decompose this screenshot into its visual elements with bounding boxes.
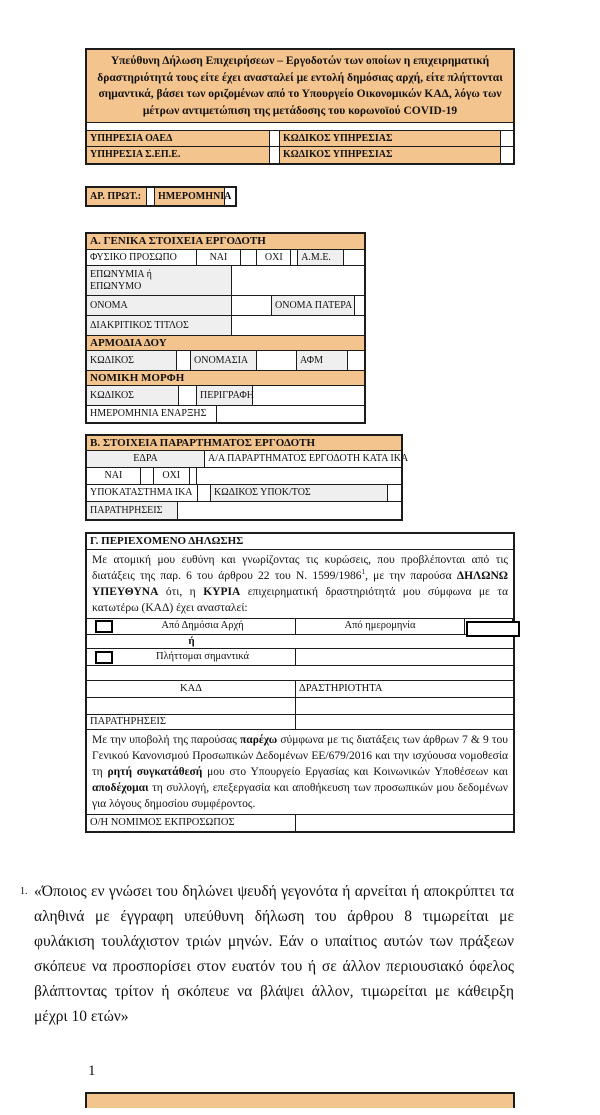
text-run-bold: ΔΗΛΩΝΩ ΥΠΕΥΘΥΝΑ [92,570,508,598]
physical-person-label: ΦΥΣΙΚΟ ΠΡΟΣΩΠΟ [87,250,197,266]
form-row [87,666,513,681]
service-code-label: ΚΩΔΙΚΟΣ ΥΠΗΡΕΣΙΑΣ [280,131,501,147]
afm-label: ΑΦΜ [297,351,348,371]
section-a-title: Α. ΓΕΝΙΚΑ ΣΤΟΙΧΕΙΑ ΕΡΓΟΔΟΤΗ [87,234,364,250]
ame-field[interactable] [344,250,364,266]
physical-person-yes-field[interactable] [241,250,257,266]
text-run: σύμφωνα με τις διατάξεις των άρθρων 7 & 9 του Γενικού Κανονισμού Προσωπικών Δεδομένων ΕΕ/679/2016 και την ισχύουσα νομοθεσία τη [92,734,508,778]
service-oaed-field[interactable] [270,131,280,147]
checkbox-public-authority[interactable] [95,620,113,633]
legal-representative-label: Ο/Η ΝΟΜΙΜΟΣ ΕΚΠΡΟΣΩΠΟΣ [87,815,296,831]
service-code-field[interactable] [501,147,513,163]
form-row [87,50,513,123]
checkbox-significantly-affected[interactable] [95,651,113,664]
form-row [87,250,364,266]
option-affected-label: Πλήττομαι σημαντικά [155,650,250,662]
headquarters-no-field[interactable] [190,468,197,485]
afm-field[interactable] [348,351,364,371]
remarks-c-field[interactable] [296,715,513,730]
first-name-label: ΟΝΟΜΑ [87,296,232,316]
protocol-date-field[interactable] [225,188,235,205]
declaration-paragraph-1 [87,550,513,619]
form-row [87,406,364,422]
branch-code-label: ΚΩΔΙΚΟΣ ΥΠΟΚ/ΤΟΣ [211,485,388,502]
form-row [87,715,513,730]
form-row [87,336,364,351]
branch-serial-field[interactable] [197,468,401,485]
footnote-ref: 1 [361,568,366,577]
tax-office-name-label: ΟΝΟΜΑΣΙΑ [191,351,257,371]
form-row [87,619,513,635]
footnote-marker: 1. [20,886,28,897]
remarks-c-label: ΠΑΡΑΤΗΡΗΣΕΙΣ [87,715,296,730]
form-row [87,436,401,451]
text-run-bold: ΚΥΡΙΑ [203,586,241,598]
headquarters-yes-label: ΝΑΙ [87,468,141,485]
text-run: Με ατομική μου ευθύνη και γνωρίζοντας τις κυρώσεις, που προβλέπονται από τις διατάξεις της παρ. 6 του άρθρου 22 του Ν. 1599/1986 [92,554,508,582]
company-name-label-text: ΕΠΩΝΥΜΙΑ ή ΕΠΩΝΥΜΟ [90,269,152,292]
remarks-b-label: ΠΑΡΑΤΗΡΗΣΕΙΣ [87,502,178,519]
legal-form-code-field[interactable] [179,386,197,406]
text-run: Με την υποβολή της παρούσας [92,734,240,746]
spacer-row [87,123,513,131]
branch-serial-label: Α/Α ΠΑΡΑΡΤΗΜΑΤΟΣ ΕΡΓΟΔΟΤΗ ΚΑΤΑ ΙΚΑ [205,451,401,468]
remarks-b-field[interactable] [178,502,401,519]
text-run-bold: ρητή συγκατάθεσή [107,766,203,778]
form-row [87,188,235,205]
legal-form-desc-label: ΠΕΡΙΓΡΑΦΗ [197,386,253,406]
protocol-number-field[interactable] [147,188,155,205]
declaration-paragraph-2 [87,730,513,815]
section-b-table [85,434,409,521]
empty-row [87,666,513,681]
form-row [87,296,364,316]
start-date-label: ΗΜΕΡΟΜΗΝΙΑ ΕΝΑΡΞΗΣ [87,406,217,422]
service-code-label: ΚΩΔΙΚΟΣ ΥΠΗΡΕΣΙΑΣ [280,147,501,163]
protocol-number-label: ΑΡ. ΠΡΩΤ.: [87,188,147,205]
form-row [87,730,513,815]
protocol-table [85,186,237,207]
text-run: τη συλλογή, επεξεργασία και αποθήκευση των προσωπικών μου δεδομένων για λόγους δημοσίου συμφέροντος. [92,782,508,810]
option-affected-field[interactable] [296,649,513,666]
section-b-title: Β. ΣΤΟΙΧΕΙΑ ΠΑΡΑΡΤΗΜΑΤΟΣ ΕΡΓΟΔΟΤΗ [87,436,401,451]
protocol-date-label: ΗΜΕΡΟΜΗΝΙΑ [155,188,225,205]
physical-person-no-label: ΟΧΙ [257,250,291,266]
distinctive-title-field[interactable] [232,316,364,336]
form-row [87,698,513,715]
service-sepe-label: ΥΠΗΡΕΣΙΑ Σ.ΕΠ.Ε. [87,147,270,163]
form-row [87,371,364,386]
tax-office-code-label: ΚΩΔΙΚΟΣ [87,351,177,371]
next-page-header-partial [85,1092,515,1108]
legal-form-desc-field[interactable] [253,386,364,406]
form-row [87,681,513,698]
legal-form-title: ΝΟΜΙΚΗ ΜΟΡΦΗ [87,371,364,386]
form-row [87,534,513,550]
tax-office-name-field[interactable] [257,351,297,371]
headquarters-yes-field[interactable] [141,468,154,485]
service-sepe-field[interactable] [270,147,280,163]
form-row [87,815,513,831]
option-public-authority-label: Από Δημόσια Αρχή [161,620,244,632]
declaration-header-table [85,48,515,165]
kad-label: ΚΑΔ [87,681,296,698]
footnote [20,879,520,1029]
text-run: επιχειρηματική δραστηριότητά μου σύμφωνα με τα κατωτέρω (ΚΑΔ) έχει ανασταλεί: [92,586,508,614]
form-row [87,502,401,519]
legal-form-code-label: ΚΩΔΙΚΟΣ [87,386,179,406]
document-page [0,48,600,1115]
legal-representative-field[interactable] [296,815,513,831]
form-row [87,131,513,147]
footnote-text: «Όποιος εν γνώσει του δηλώνει ψευδή γεγονότα ή αρνείται ή αποκρύπτει τα αληθινά με έγγραφη υπεύθυνη δήλωση του άρθρου 8 τιμωρείται με φυλάκιση τουλάχιστον τριών μηνών. Εάν ο υπαίτιος αυτών των πράξεων σκόπευε να προσπορίσει στον ευατόν του ή σε άλλον περιουσιακό όφελος βλάπτοντας τρίτον ή σκόπευε να βλάψει άλλον, τιμωρείται με κάθειρξη μέχρι 10 ετών» [34,883,514,1025]
form-row [87,351,364,371]
ame-label: Α.Μ.Ε. [298,250,344,266]
declaration-title: Υπεύθυνη Δήλωση Επιχειρήσεων – Εργοδοτών των οποίων η επιχειρηματική δραστηριότητά τους είτε έχει ανασταλεί με εντολή δημόσιας αρχή, είτε πλήττονται σημαντικά, βάσει των οριζομένων από το Υπουργείο Οικονομικών ΚΑΔ, λόγω των μέτρων αντιμετώπιση της μετάδοσης του κορωνοϊού COVID-19 [87,50,513,123]
kad-field[interactable] [87,698,296,715]
father-name-field[interactable] [355,296,364,316]
option-date-label: Από ημερομηνία [296,619,465,635]
headquarters-label: ΕΔΡΑ [87,451,205,468]
form-row [87,451,409,468]
form-row [87,386,364,406]
ika-branch-label: ΥΠΟΚΑΤΑΣΤΗΜΑ ΙΚΑ [87,485,198,502]
first-name-field[interactable] [232,296,272,316]
company-name-label [87,266,232,296]
section-c-title: Γ. ΠΕΡΙΕΧΟΜΕΝΟ ΔΗΛΩΣΗΣ [87,534,513,550]
form-row [87,468,401,485]
or-row [87,635,513,649]
form-row [87,316,364,336]
service-code-field[interactable] [501,131,513,147]
activity-label: ΔΡΑΣΤΗΡΙΟΤΗΤΑ [296,681,513,698]
option-affected-cell [87,649,296,666]
form-row [87,649,513,666]
form-row [87,147,513,163]
form-row [87,123,513,131]
form-row [87,635,513,649]
page-number: 1 [88,1063,96,1079]
or-label: ή [188,635,195,648]
physical-person-no-field[interactable] [291,250,298,266]
start-date-field[interactable] [217,406,364,422]
activity-field[interactable] [296,698,513,715]
distinctive-title-label: ΔΙΑΚΡΙΤΙΚΟΣ ΤΙΤΛΟΣ [87,316,232,336]
section-c-table [85,532,515,833]
company-name-field[interactable] [232,266,364,296]
form-row [87,485,401,502]
physical-person-yes-label: ΝΑΙ [197,250,242,266]
tax-office-code-field[interactable] [177,351,191,371]
form-row [87,234,364,250]
section-a-table [85,232,366,424]
text-run: μου στο Υπουργείο Εργασίας και Κοινωνικών Υποθέσεων και [202,766,508,778]
form-row [87,550,513,619]
headquarters-no-label: ΟΧΙ [154,468,190,485]
date-input-box[interactable] [466,621,520,637]
tax-office-title: ΑΡΜΟΔΙΑ ΔΟΥ [87,336,364,351]
ika-branch-field[interactable] [198,485,211,502]
text-run-bold: παρέχω [240,734,278,746]
form-row [87,266,364,296]
service-oaed-label: ΥΠΗΡΕΣΙΑ ΟΑΕΔ [87,131,270,147]
branch-code-field[interactable] [388,485,401,502]
text-run-bold: αποδέχομαι [92,782,149,794]
text-run: ότι, η [158,586,204,598]
option-public-authority-cell [87,619,296,635]
text-run: , με την παρούσα [365,570,457,582]
father-name-label: ΟΝΟΜΑ ΠΑΤΕΡΑ [272,296,355,316]
